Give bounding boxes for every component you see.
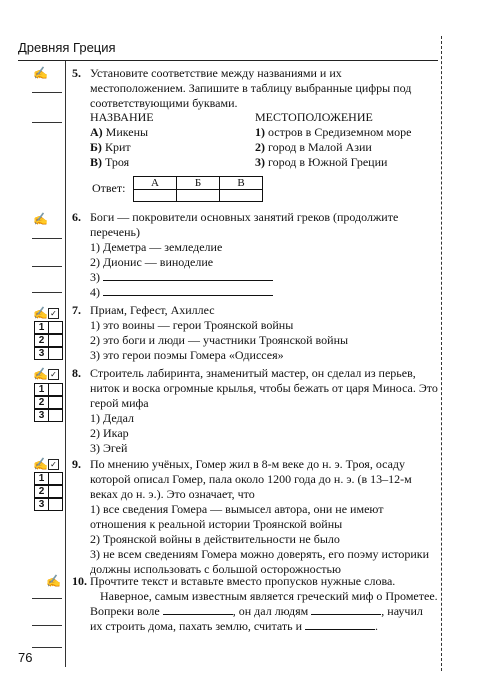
answer-table xyxy=(133,176,263,202)
option-number-box: 2 xyxy=(34,485,49,498)
answer-line xyxy=(32,238,62,239)
answer-cell[interactable] xyxy=(220,190,263,202)
pen-icon: ✍ xyxy=(33,367,48,381)
option: 1) это воины — герои Троянской войны xyxy=(90,318,294,332)
option-number-box: 3 xyxy=(34,347,49,360)
match-item: 2) город в Малой Азии xyxy=(255,140,372,154)
answer-box[interactable] xyxy=(48,347,63,360)
option-number-box: 3 xyxy=(34,409,49,422)
question-9 xyxy=(72,457,438,577)
pen-icon: ✍ xyxy=(33,212,48,226)
match-item: Б) Крит xyxy=(90,140,131,154)
pen-icon: ✍ xyxy=(33,457,48,471)
fill-blank[interactable] xyxy=(311,604,381,615)
option: 2) Дионис — виноделие xyxy=(90,255,214,269)
option-number-box: 2 xyxy=(34,396,49,409)
question-8 xyxy=(72,366,438,456)
answer-col-header: А xyxy=(134,177,177,190)
answer-box[interactable] xyxy=(48,396,63,409)
option-number-box: 1 xyxy=(34,383,49,396)
answer-box[interactable] xyxy=(48,498,63,511)
answer-box[interactable] xyxy=(48,334,63,347)
option: 3) это герои поэмы Гомера «Одиссея» xyxy=(90,348,284,362)
option: 2) Икар xyxy=(90,426,129,440)
option-number-box: 1 xyxy=(34,321,49,334)
pen-icon: ✍ xyxy=(33,306,48,320)
question-6 xyxy=(72,210,438,300)
option-number-box: 3 xyxy=(34,498,49,511)
answer-col-header: В xyxy=(220,177,263,190)
answer-line xyxy=(32,92,62,93)
column-header: МЕСТОПОЛОЖЕНИЕ xyxy=(255,110,373,124)
answer-box[interactable] xyxy=(48,383,63,396)
margin-line xyxy=(65,61,66,667)
question-text: По мнению учёных, Гомер жил в 8-м веке до н. э. Троя, осаду которой описал Гомер, пала около 1200 года до н. э. (в 13–12-м веках до н. э.). Это означает, что xyxy=(90,457,412,501)
page-header: Древняя Греция xyxy=(18,40,116,55)
answer-box[interactable] xyxy=(48,472,63,485)
answer-cell[interactable] xyxy=(177,190,220,202)
question-number: 8. xyxy=(72,366,81,380)
question-number: 10. xyxy=(72,574,87,588)
pen-icon: ✍ xyxy=(46,574,61,588)
answer-box[interactable] xyxy=(48,321,63,334)
question-text: Прочтите текст и вставьте вместо пропусков нужные слова. xyxy=(90,574,396,588)
question-text: Приам, Гефест, Ахиллес xyxy=(90,303,215,317)
answer-line xyxy=(32,122,62,123)
fill-blank[interactable] xyxy=(305,619,375,630)
option: 3) xyxy=(90,270,438,285)
option: 3) не всем сведениям Гомера можно доверять, его поэму историки должны использовать с большой осторожностью xyxy=(90,547,430,576)
option: 1) Деметра — земледелие xyxy=(90,240,223,254)
question-text: Строитель лабиринта, знаменитый мастер, он сделал из перьев, ниток и воска огромные крылья, чтобы бежать от царя Миноса. Это герой мифа xyxy=(90,366,438,410)
question-number: 5. xyxy=(72,66,81,80)
answer-line xyxy=(32,647,62,648)
fill-blank[interactable] xyxy=(103,270,273,281)
answer-col-header: Б xyxy=(177,177,220,190)
checkbox-icon: ✓ xyxy=(48,459,59,470)
match-item: А) Микены xyxy=(90,125,149,139)
match-item: В) Троя xyxy=(90,155,130,169)
header-rule xyxy=(18,60,438,61)
answer-line xyxy=(32,598,62,599)
fill-in-paragraph: Наверное, самым известным является греческий миф о Прометее. Вопреки воле , он дал людям , научил их строить дома, пахать землю, считать и . xyxy=(90,589,438,633)
option: 2) это боги и люди — участники Троянской войны xyxy=(90,333,349,347)
matching-columns xyxy=(90,110,430,170)
answer-line xyxy=(32,625,62,626)
column-header: НАЗВАНИЕ xyxy=(90,110,154,124)
answer-line xyxy=(32,266,62,267)
fill-blank[interactable] xyxy=(103,285,273,296)
match-item: 3) город в Южной Греции xyxy=(255,155,388,169)
option: 4) xyxy=(90,285,438,300)
checkbox-icon: ✓ xyxy=(48,369,59,380)
question-number: 7. xyxy=(72,303,81,317)
answer-line xyxy=(32,292,62,293)
option-number-box: 1 xyxy=(34,472,49,485)
match-item: 1) остров в Средиземном море xyxy=(255,125,412,139)
option: 2) Троянской войны в действительности не было xyxy=(90,532,340,546)
question-10 xyxy=(72,574,438,634)
question-text: Установите соответствие между названиями и их местоположением. Запишите в таблицу выбранные цифры под соответствующими буквами. xyxy=(90,66,412,110)
question-number: 6. xyxy=(72,210,81,224)
option-number-box: 2 xyxy=(34,334,49,347)
page-number: 76 xyxy=(18,650,33,665)
question-text: Боги — покровители основных занятий греков (продолжите перечень) xyxy=(90,210,399,239)
answer-cell[interactable] xyxy=(134,190,177,202)
answer-label: Ответ: xyxy=(92,181,126,195)
question-5 xyxy=(72,66,438,111)
option: 3) Эгей xyxy=(90,441,128,455)
option: 1) все сведения Гомера — вымысел автора, они не имеют отношения к реальной истории Троянской войны xyxy=(90,502,384,531)
checkbox-icon: ✓ xyxy=(48,308,59,319)
answer-box[interactable] xyxy=(48,485,63,498)
answer-box[interactable] xyxy=(48,409,63,422)
option: 1) Дедал xyxy=(90,411,135,425)
question-number: 9. xyxy=(72,457,81,471)
question-7 xyxy=(72,303,438,363)
fill-blank[interactable] xyxy=(163,604,233,615)
pen-icon: ✍ xyxy=(33,66,48,80)
